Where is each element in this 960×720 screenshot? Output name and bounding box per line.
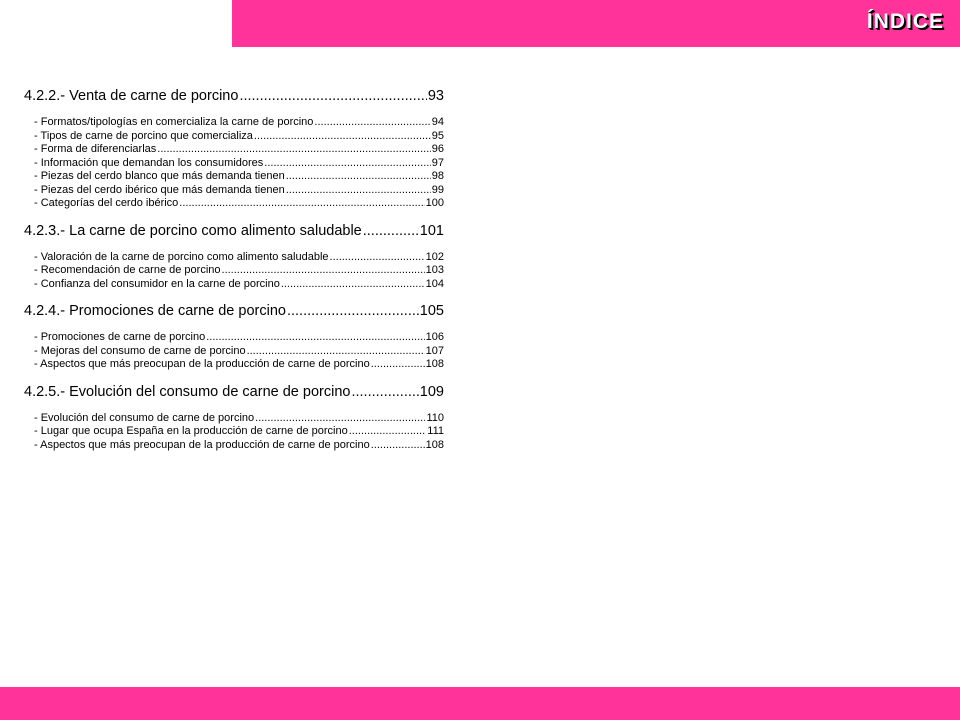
- toc-entry: [34, 264, 444, 278]
- toc-entry: [34, 184, 444, 198]
- toc-entry: [34, 439, 444, 453]
- toc-section: [24, 221, 444, 292]
- toc-entry-page: 104: [425, 277, 444, 290]
- toc-entry-page: 111: [427, 425, 444, 437]
- toc-entry-label: - Piezas del cerdo blanco que más demanda tienen: [34, 170, 285, 182]
- footer-bar: [0, 687, 960, 720]
- header-bar: [232, 0, 960, 47]
- dot-leader: [254, 130, 431, 144]
- toc-entry-label: - Aspectos que más preocupan de la producción de carne de porcino: [34, 438, 370, 451]
- toc-entry: [34, 157, 444, 171]
- toc-entry-page: 95: [431, 129, 444, 142]
- toc-entry: [34, 143, 444, 157]
- toc-entry-page: 110: [426, 411, 444, 424]
- toc-heading: [24, 221, 444, 241]
- toc-entry-label: - Forma de diferenciarlas: [34, 143, 157, 155]
- toc-heading: [24, 301, 444, 321]
- dot-leader: [222, 264, 425, 278]
- dot-leader: [239, 86, 426, 106]
- dot-leader: [157, 143, 430, 157]
- dot-leader: [351, 382, 418, 402]
- toc-entry-page: 97: [431, 156, 444, 169]
- toc-entries: [24, 116, 444, 211]
- toc-entry-page: 103: [425, 264, 444, 276]
- dot-leader: [371, 439, 425, 453]
- toc-section: [24, 301, 444, 372]
- dot-leader: [179, 197, 424, 211]
- toc-entry-page: 106: [425, 331, 444, 343]
- dot-leader: [287, 301, 419, 321]
- toc-entry-label: - Categorías del cerdo ibérico: [34, 197, 179, 209]
- toc-heading: [24, 382, 444, 402]
- toc-entries: [24, 412, 444, 453]
- toc-heading-label: 4.2.5.- Evolución del consumo de carne de porcino: [24, 383, 351, 400]
- toc-entry-label: - Lugar que ocupa España en la producción de carne de porcino: [34, 425, 348, 437]
- toc-entry: [34, 251, 444, 265]
- toc-entry: [34, 116, 444, 130]
- toc-entry-label: - Aspectos que más preocupan de la producción de carne de porcino: [34, 358, 370, 370]
- toc-entry-page: 96: [431, 143, 444, 155]
- toc-entry: [34, 130, 444, 144]
- toc-heading-page: 109: [419, 383, 444, 400]
- toc-entries: [24, 331, 444, 372]
- toc-heading-page: 93: [427, 88, 444, 104]
- toc-entry-label: - Confianza del consumidor en la carne de porcino: [34, 277, 280, 290]
- toc-entry: [34, 412, 444, 426]
- table-of-contents: [24, 86, 444, 462]
- toc-entry: [34, 425, 444, 439]
- toc-entry: [34, 170, 444, 184]
- toc-heading-page: 105: [419, 303, 444, 319]
- toc-entries: [24, 251, 444, 292]
- dot-leader: [314, 116, 430, 130]
- toc-entry-page: 100: [425, 197, 444, 209]
- toc-entry: [34, 331, 444, 345]
- toc-entry-label: - Recomendación de carne de porcino: [34, 264, 221, 276]
- toc-heading-label: 4.2.3.- La carne de porcino como alimento saludable: [24, 222, 362, 239]
- page-title: ÍNDICE: [866, 10, 944, 33]
- toc-section: [24, 86, 444, 211]
- dot-leader: [371, 358, 425, 372]
- dot-leader: [247, 345, 425, 359]
- dot-leader: [286, 170, 431, 184]
- toc-entry-page: 102: [425, 250, 444, 263]
- toc-heading-page: 101: [419, 222, 444, 239]
- toc-entry-label: - Valoración de la carne de porcino como alimento saludable: [34, 250, 329, 263]
- toc-entry-page: 94: [431, 116, 444, 128]
- toc-entry: [34, 358, 444, 372]
- toc-entry-page: 108: [425, 438, 444, 451]
- toc-entry-label: - Mejoras del consumo de carne de porcino: [34, 344, 246, 357]
- toc-entry-label: - Piezas del cerdo ibérico que más demanda tienen: [34, 183, 285, 196]
- toc-entry-label: - Información que demandan los consumidores: [34, 156, 264, 169]
- toc-entry-label: - Tipos de carne de porcino que comercializa: [34, 129, 253, 142]
- toc-entry-page: 99: [431, 183, 444, 196]
- dot-leader: [363, 221, 419, 241]
- toc-heading-label: 4.2.2.- Venta de carne de porcino: [24, 88, 239, 104]
- toc-entry: [34, 345, 444, 359]
- toc-heading: [24, 86, 444, 106]
- toc-entry-label: - Formatos/tipologías en comercializa la carne de porcino: [34, 116, 314, 128]
- dot-leader: [206, 331, 424, 345]
- dot-leader: [286, 184, 431, 198]
- toc-heading-label: 4.2.4.- Promociones de carne de porcino: [24, 303, 286, 319]
- toc-entry-page: 98: [431, 170, 444, 182]
- toc-section: [24, 382, 444, 453]
- toc-entry-label: - Promociones de carne de porcino: [34, 331, 206, 343]
- dot-leader: [255, 412, 425, 426]
- dot-leader: [264, 157, 430, 171]
- toc-entry: [34, 197, 444, 211]
- toc-entry-page: 107: [425, 344, 444, 357]
- dot-leader: [330, 251, 425, 265]
- toc-entry: [34, 278, 444, 292]
- dot-leader: [349, 425, 427, 439]
- toc-entry-page: 108: [425, 358, 444, 370]
- toc-entry-label: - Evolución del consumo de carne de porcino: [34, 411, 255, 424]
- dot-leader: [281, 278, 425, 292]
